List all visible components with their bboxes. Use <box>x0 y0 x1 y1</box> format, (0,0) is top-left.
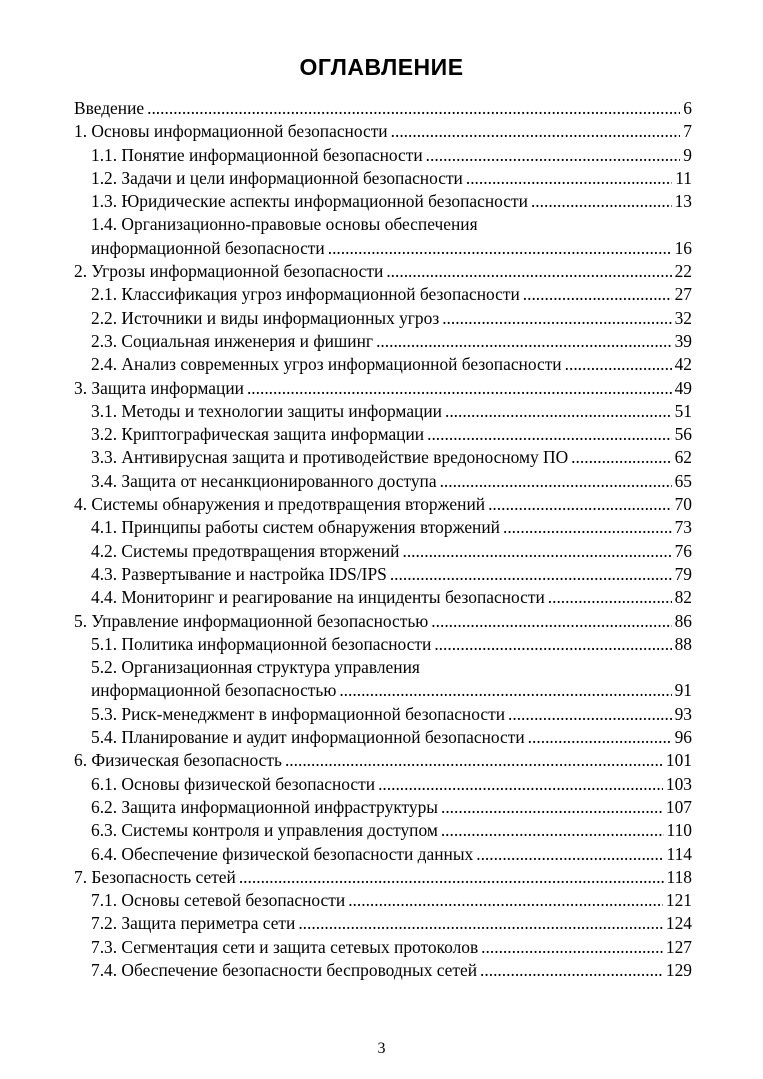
toc-entry-page: 101 <box>665 750 692 771</box>
dot-leader <box>239 866 664 889</box>
toc-entry-page: 103 <box>665 773 692 794</box>
toc-entry-page: 91 <box>674 680 692 701</box>
toc-subsection-entry <box>74 423 692 446</box>
toc-entry-page: 56 <box>674 424 692 445</box>
toc-subsection-entry <box>74 400 692 423</box>
toc-entry-title: 4.3. Развертывание и настройка IDS/IPS <box>91 563 387 584</box>
toc-entry-title: 3.4. Защита от несанкционированного доступа <box>91 470 437 491</box>
toc-entry-page: 121 <box>665 890 692 911</box>
toc-subsection-entry <box>74 540 692 563</box>
toc-chapter-entry <box>74 260 692 283</box>
toc-entry-title: 6.4. Обеспечение физической безопасности данных <box>91 843 474 864</box>
toc-subsection-entry <box>74 936 692 959</box>
toc-subsection-entry <box>74 307 692 330</box>
dot-leader <box>503 516 672 539</box>
toc-chapter-entry <box>74 377 692 400</box>
dot-leader <box>440 470 672 493</box>
toc-subsection-entry <box>74 959 692 982</box>
toc-chapter-entry <box>74 120 692 143</box>
toc-entry-page: 39 <box>674 330 692 351</box>
dot-leader <box>402 540 671 563</box>
dot-leader <box>339 679 671 702</box>
toc-subsection-entry <box>74 516 692 539</box>
toc-entry-page: 62 <box>674 447 692 468</box>
toc-subsection-entry <box>74 167 692 190</box>
dot-leader <box>531 190 672 213</box>
toc-entry-title-line: 5.2. Организационная структура управления <box>91 657 420 678</box>
toc-entry-title: 6. Физическая безопасность <box>74 750 282 771</box>
toc-entry-title: информационной безопасностью <box>91 680 337 701</box>
toc-entry-title: 1.1. Понятие информационной безопасности <box>91 144 423 165</box>
toc-entry-title: 5. Управление информационной безопасностью <box>74 610 429 631</box>
toc-entry-title: 7.4. Обеспечение безопасности беспроводных сетей <box>91 959 478 980</box>
toc-entry-page: 7 <box>683 121 692 142</box>
dot-leader <box>247 377 672 400</box>
dot-leader <box>391 120 681 143</box>
toc-subsection-entry <box>74 912 692 935</box>
toc-entry-title: 2.3. Социальная инженерия и фишинг <box>91 330 374 351</box>
dot-leader <box>376 330 672 353</box>
toc-entry-title-line: 1.4. Организационно-правовые основы обеспечения <box>91 214 478 235</box>
toc-entry-page: 86 <box>674 610 692 631</box>
table-of-contents <box>74 97 692 982</box>
dot-leader <box>434 633 671 656</box>
toc-entry-page: 127 <box>665 936 692 957</box>
toc-subsection-entry <box>74 353 692 376</box>
toc-entry-title: 1.3. Юридические аспекты информационной безопасности <box>91 191 528 212</box>
toc-entry-title: 6.1. Основы физической безопасности <box>91 773 376 794</box>
dot-leader <box>445 400 672 423</box>
toc-entry-title: 7. Безопасность сетей <box>74 866 236 887</box>
dot-leader <box>285 749 663 772</box>
toc-entry-title: 7.2. Защита периметра сети <box>91 913 296 934</box>
dot-leader <box>426 144 681 167</box>
toc-entry-page: 42 <box>674 354 692 375</box>
toc-entry-page: 70 <box>674 494 692 515</box>
toc-entry-page: 118 <box>666 866 692 887</box>
toc-entry-page: 9 <box>683 144 692 165</box>
toc-entry-page: 79 <box>674 563 692 584</box>
toc-subsection-entry <box>74 190 692 213</box>
toc-subsection-entry <box>74 889 692 912</box>
toc-entry-title: 5.4. Планирование и аудит информационной безопасности <box>91 727 525 748</box>
toc-entry-title: 3. Защита информации <box>74 377 244 398</box>
dot-leader <box>431 610 671 633</box>
toc-entry-page: 13 <box>674 191 692 212</box>
toc-entry-page: 88 <box>674 633 692 654</box>
toc-subsection-entry <box>74 656 692 703</box>
dot-leader <box>441 819 664 842</box>
toc-subsection-entry <box>74 796 692 819</box>
toc-entry-title: 2.4. Анализ современных угроз информационной безопасности <box>91 354 562 375</box>
toc-subsection-entry <box>74 213 692 260</box>
toc-entry-title: 7.3. Сегментация сети и защита сетевых протоколов <box>91 936 479 957</box>
page-number: 3 <box>377 1040 386 1057</box>
toc-subsection-entry <box>74 586 692 609</box>
toc-subsection-entry <box>74 843 692 866</box>
dot-leader <box>328 237 672 260</box>
toc-entry-page: 110 <box>666 820 692 841</box>
toc-chapter-entry <box>74 749 692 772</box>
toc-entry-title: 1.2. Задачи и цели информационной безопасности <box>91 167 463 188</box>
toc-entry-page: 129 <box>665 959 692 980</box>
toc-entry-page: 65 <box>674 470 692 491</box>
dot-leader <box>528 726 672 749</box>
toc-entry-title: Введение <box>74 98 145 118</box>
toc-entry-page: 51 <box>674 400 692 421</box>
dot-leader <box>571 446 671 469</box>
toc-entry-page: 82 <box>674 587 692 608</box>
toc-entry-title: 4.4. Мониторинг и реагирование на инциденты безопасности <box>91 587 545 608</box>
dot-leader <box>466 167 672 190</box>
toc-entry-page: 96 <box>674 727 692 748</box>
toc-subsection-entry <box>74 283 692 306</box>
toc-entry-page: 124 <box>665 913 692 934</box>
toc-entry-title: 5.1. Политика информационной безопасности <box>91 633 432 654</box>
toc-entry-title: 3.2. Криптографическая защита информации <box>91 424 425 445</box>
toc-chapter-entry <box>74 493 692 516</box>
toc-entry-title: 4. Системы обнаружения и предотвращения вторжений <box>74 494 486 515</box>
toc-subsection-entry <box>74 703 692 726</box>
dot-leader <box>476 843 663 866</box>
toc-subsection-entry <box>74 330 692 353</box>
toc-entry-title: 5.3. Риск-менеджмент в информационной безопасности <box>91 703 505 724</box>
dot-leader <box>427 423 672 446</box>
dot-leader <box>386 260 671 283</box>
toc-entry-page: 11 <box>675 167 692 188</box>
page-title: ОГЛАВЛЕНИЕ <box>299 54 464 80</box>
toc-entry-title: 7.1. Основы сетевой безопасности <box>91 890 346 911</box>
toc-entry-page: 6 <box>683 98 692 118</box>
toc-subsection-entry <box>74 563 692 586</box>
toc-entry-title: информационной безопасности <box>91 237 325 258</box>
toc-subsection-entry <box>74 633 692 656</box>
dot-leader <box>298 912 663 935</box>
toc-entry-title: 4.1. Принципы работы систем обнаружения вторжений <box>91 517 500 538</box>
toc-subsection-entry <box>74 773 692 796</box>
toc-entry-page: 27 <box>674 284 692 305</box>
dot-leader <box>441 796 663 819</box>
toc-entry-title: 4.2. Системы предотвращения вторжений <box>91 540 400 561</box>
toc-subsection-entry <box>74 470 692 493</box>
dot-leader <box>390 563 672 586</box>
toc-chapter-entry <box>74 610 692 633</box>
dot-leader <box>548 586 672 609</box>
toc-entry-title: 3.1. Методы и технологии защиты информации <box>91 400 442 421</box>
toc-entry-title: 2.2. Источники и виды информационных угроз <box>91 307 440 328</box>
toc-entry-page: 49 <box>674 377 692 398</box>
dot-leader <box>147 97 680 120</box>
toc-entry-title: 1. Основы информационной безопасности <box>74 121 388 142</box>
dot-leader <box>488 493 672 516</box>
toc-subsection-entry <box>74 819 692 842</box>
dot-leader <box>378 773 663 796</box>
dot-leader <box>508 703 672 726</box>
toc-entry-page: 73 <box>674 517 692 538</box>
toc-chapter-entry <box>74 866 692 889</box>
toc-subsection-entry <box>74 144 692 167</box>
toc-entry-page: 107 <box>665 796 692 817</box>
toc-entry-page: 114 <box>666 843 692 864</box>
toc-entry-title: 3.3. Антивирусная защита и противодействие вредоносному ПО <box>91 447 569 468</box>
toc-entry-title: 6.2. Защита информационной инфраструктуры <box>91 796 438 817</box>
toc-subsection-entry <box>74 446 692 469</box>
toc-chapter-entry <box>74 97 692 120</box>
toc-entry-page: 32 <box>674 307 692 328</box>
toc-entry-title: 6.3. Системы контроля и управления доступом <box>91 820 438 841</box>
toc-entry-page: 16 <box>674 237 692 258</box>
toc-subsection-entry <box>74 726 692 749</box>
dot-leader <box>348 889 663 912</box>
toc-entry-page: 22 <box>674 261 692 282</box>
dot-leader <box>442 307 671 330</box>
toc-entry-page: 93 <box>674 703 692 724</box>
toc-entry-page: 76 <box>674 540 692 561</box>
toc-entry-title: 2.1. Классификация угроз информационной безопасности <box>91 284 520 305</box>
toc-entry-title: 2. Угрозы информационной безопасности <box>74 261 384 282</box>
dot-leader <box>480 959 663 982</box>
dot-leader <box>565 353 672 376</box>
dot-leader <box>481 936 663 959</box>
dot-leader <box>523 283 672 306</box>
